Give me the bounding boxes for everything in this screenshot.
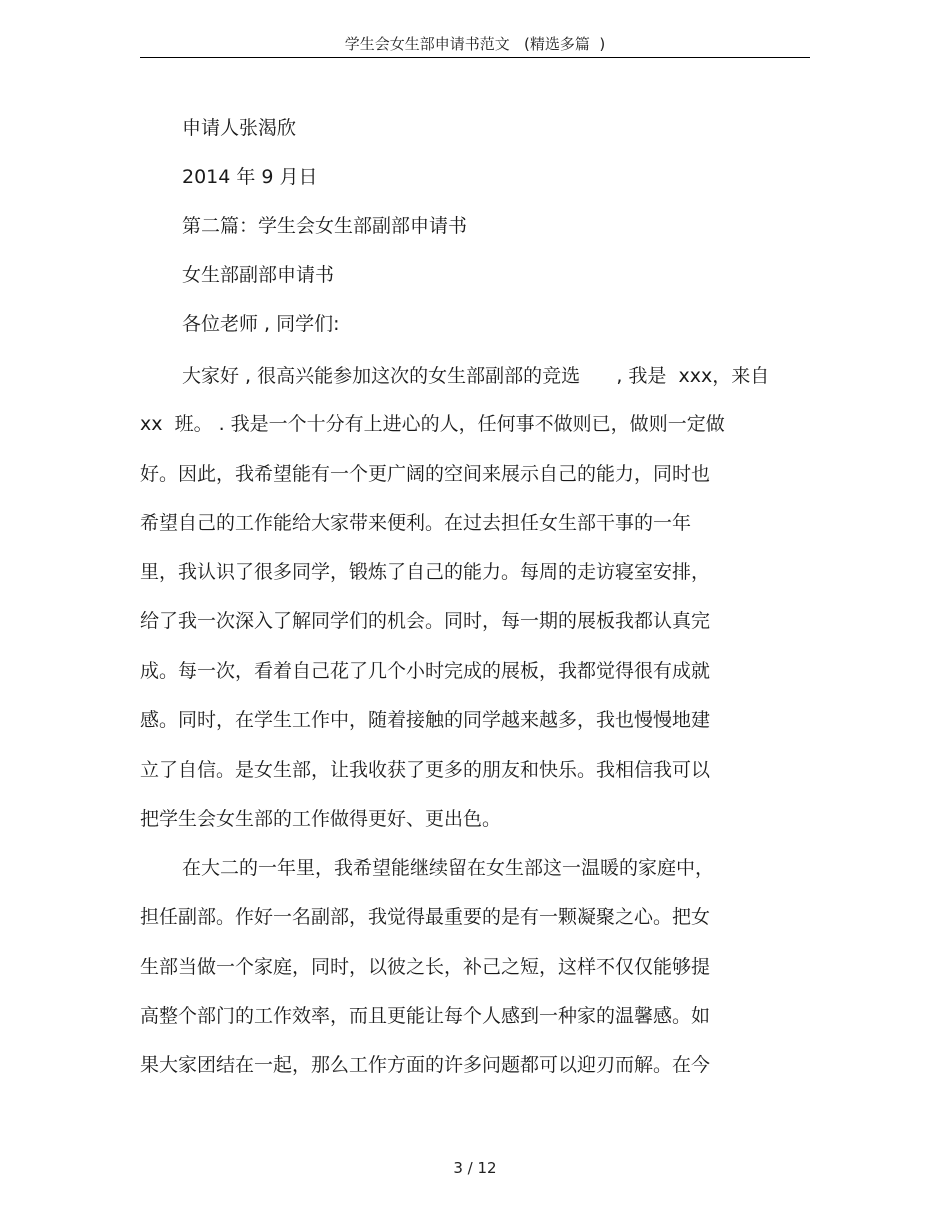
paragraph-line: 果大家团结在一起，那么工作方面的许多问题都可以迎刃而解。在今: [140, 1054, 711, 1076]
paragraph-line: 高整个部门的工作效率，而且更能让每个人感到一种家的温馨感。如: [140, 1005, 711, 1027]
letter-title: 女生部副部申请书: [182, 264, 335, 286]
paragraph-line: xx 班。 . 我是一个十分有上进心的人，任何事不做则已，做则一定做: [140, 413, 725, 435]
paragraph-line: 生部当做一个家庭，同时，以彼之长，补己之短，这样不仅仅能够提: [140, 956, 711, 978]
header-rule: [140, 57, 810, 58]
paragraph-line: 好。因此，我希望能有一个更广阔的空间来展示自己的能力，同时也: [140, 463, 711, 485]
salutation: 各位老师 , 同学们:: [182, 313, 340, 335]
paragraph-line: 里，我认识了很多同学，锻炼了自己的能力。每周的走访寝室安排，: [140, 561, 711, 583]
section-heading: 第二篇：学生会女生部副部申请书: [182, 215, 468, 237]
paragraph-line: 成。每一次，看着自己花了几个小时完成的展板，我都觉得很有成就: [140, 660, 711, 682]
page-header: 学生会女生部申请书范文 (精选多篇 ): [344, 35, 606, 53]
applicant-line: 申请人张渴欣: [182, 117, 297, 139]
paragraph-line: 在大二的一年里，我希望能继续留在女生部这一温暖的家庭中，: [182, 857, 715, 879]
page-number: 3 / 12: [453, 1159, 497, 1177]
paragraph-line: 把学生会女生部的工作做得更好、更出色。: [140, 808, 502, 830]
paragraph-line: 担任副部。作好一名副部，我觉得最重要的是有一颗凝聚之心。把女: [140, 906, 711, 928]
paragraph-line: 大家好 , 很高兴能参加这次的女生部副部的竞选 , 我是 xxx，来自: [182, 365, 770, 387]
date-line: 2014 年 9 月日: [182, 166, 318, 188]
paragraph-line: 给了我一次深入了解同学们的机会。同时，每一期的展板我都认真完: [140, 610, 711, 632]
paragraph-line: 感。同时，在学生工作中，随着接触的同学越来越多，我也慢慢地建: [140, 709, 711, 731]
paragraph-line: 立了自信。是女生部，让我收获了更多的朋友和快乐。我相信我可以: [140, 759, 711, 781]
paragraph-line: 希望自己的工作能给大家带来便利。在过去担任女生部干事的一年: [140, 512, 692, 534]
